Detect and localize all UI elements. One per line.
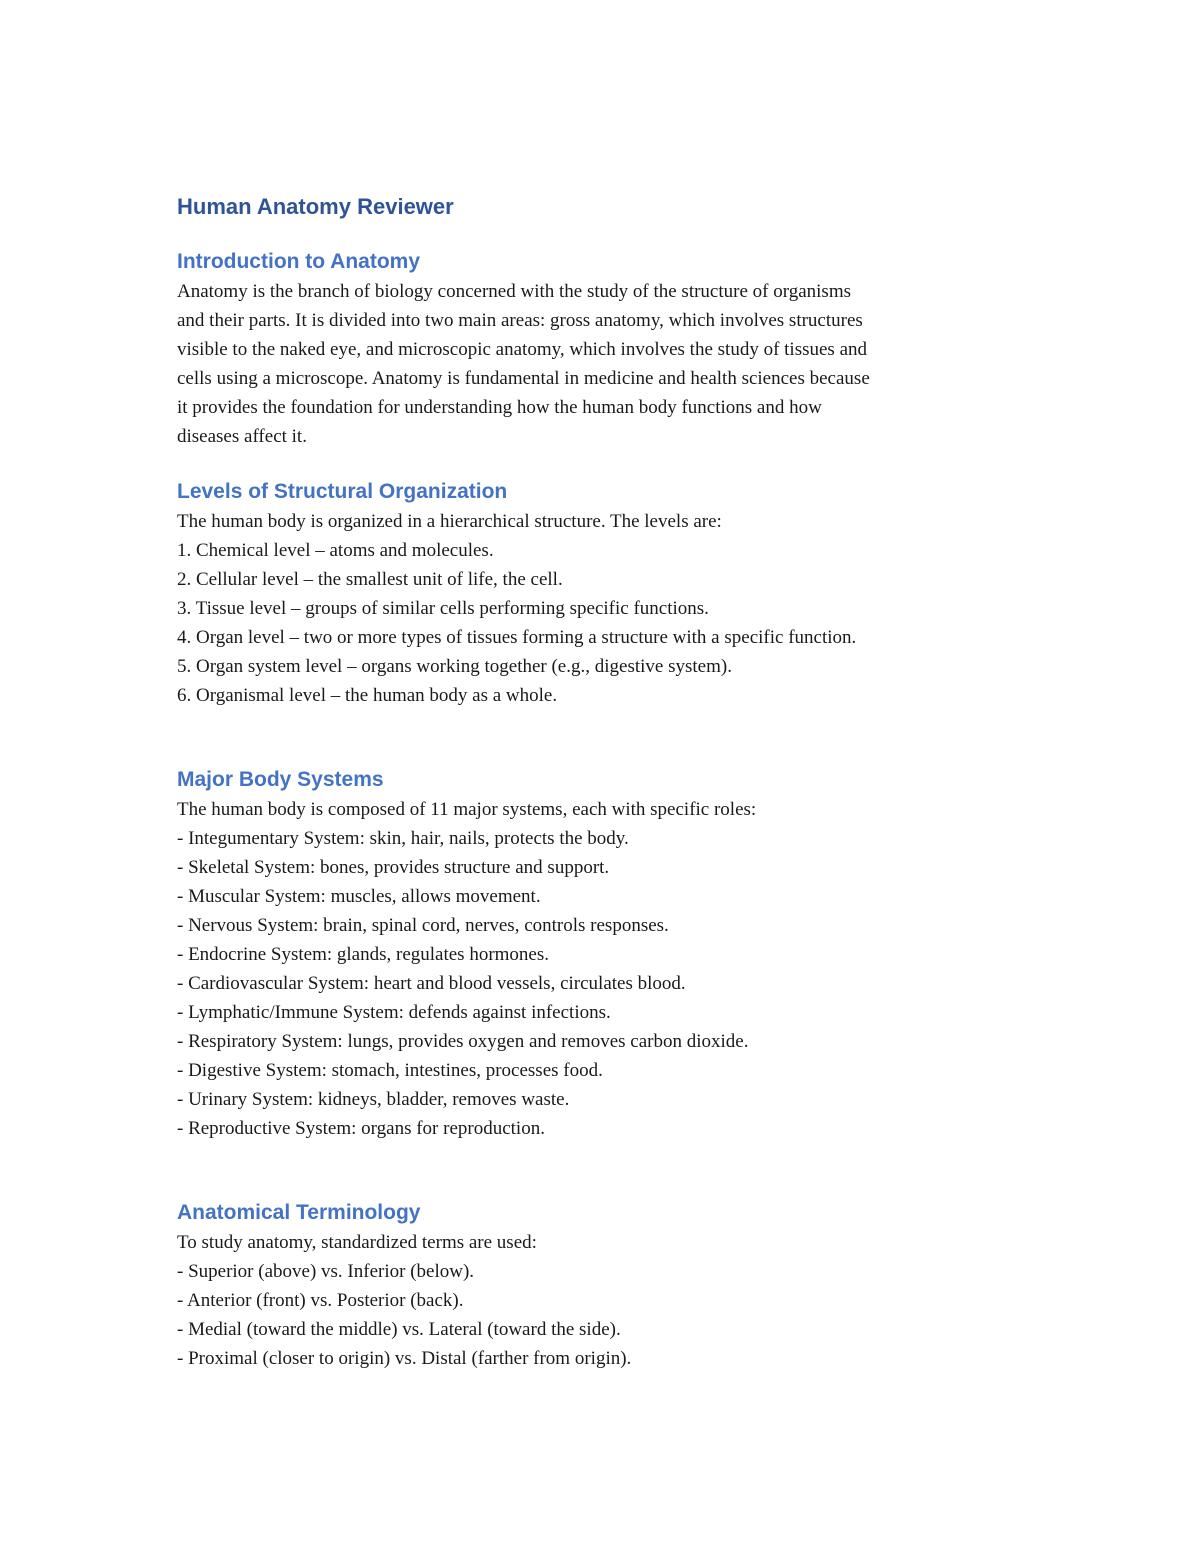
list-item: - Cardiovascular System: heart and blood vessels, circulates blood. bbox=[177, 973, 686, 994]
section-heading-introduction: Introduction to Anatomy bbox=[177, 250, 421, 273]
list-item: - Proximal (closer to origin) vs. Distal (farther from origin). bbox=[177, 1348, 632, 1369]
section-terminology-body bbox=[177, 1228, 1027, 1373]
list-intro: The human body is composed of 11 major systems, each with specific roles: bbox=[177, 799, 757, 820]
section-levels-body bbox=[177, 507, 1027, 710]
list-item: - Reproductive System: organs for reproduction. bbox=[177, 1118, 545, 1139]
list-item: 6. Organismal level – the human body as a whole. bbox=[177, 685, 558, 706]
list-item: 5. Organ system level – organs working together (e.g., digestive system). bbox=[177, 656, 732, 677]
list-item: - Nervous System: brain, spinal cord, nerves, controls responses. bbox=[177, 915, 669, 936]
document-body bbox=[177, 191, 1027, 1373]
list-item: - Lymphatic/Immune System: defends against infections. bbox=[177, 1002, 611, 1023]
paragraph-line: diseases affect it. bbox=[177, 426, 307, 447]
paragraph-line: and their parts. It is divided into two main areas: gross anatomy, which involves structures bbox=[177, 310, 863, 331]
section-introduction-body bbox=[177, 277, 1027, 451]
list-item: - Urinary System: kidneys, bladder, removes waste. bbox=[177, 1089, 570, 1110]
section-body-systems-body bbox=[177, 795, 1027, 1143]
list-item: 1. Chemical level – atoms and molecules. bbox=[177, 540, 494, 561]
spacer bbox=[177, 1143, 1027, 1198]
paragraph-line: it provides the foundation for understanding how the human body functions and how bbox=[177, 397, 822, 418]
list-item: 3. Tissue level – groups of similar cells performing specific functions. bbox=[177, 598, 709, 619]
document-title: Human Anatomy Reviewer bbox=[177, 194, 454, 219]
paragraph-line: visible to the naked eye, and microscopic anatomy, which involves the study of tissues and bbox=[177, 339, 868, 360]
section-heading-body-systems: Major Body Systems bbox=[177, 768, 384, 791]
list-item: - Muscular System: muscles, allows movement. bbox=[177, 886, 541, 907]
list-item: - Digestive System: stomach, intestines, processes food. bbox=[177, 1060, 603, 1081]
spacer bbox=[177, 223, 1027, 247]
list-item: - Skeletal System: bones, provides structure and support. bbox=[177, 857, 610, 878]
spacer bbox=[177, 710, 1027, 765]
list-intro: The human body is organized in a hierarchical structure. The levels are: bbox=[177, 511, 722, 532]
list-item: - Integumentary System: skin, hair, nails, protects the body. bbox=[177, 828, 629, 849]
list-item: 2. Cellular level – the smallest unit of life, the cell. bbox=[177, 569, 563, 590]
list-item: 4. Organ level – two or more types of tissues forming a structure with a specific function. bbox=[177, 627, 857, 648]
list-item: - Anterior (front) vs. Posterior (back). bbox=[177, 1290, 464, 1311]
list-intro: To study anatomy, standardized terms are used: bbox=[177, 1232, 537, 1253]
list-item: - Superior (above) vs. Inferior (below). bbox=[177, 1261, 475, 1282]
list-item: - Medial (toward the middle) vs. Lateral (toward the side). bbox=[177, 1319, 621, 1340]
paragraph-line: cells using a microscope. Anatomy is fundamental in medicine and health sciences because bbox=[177, 368, 870, 389]
section-heading-levels: Levels of Structural Organization bbox=[177, 480, 508, 503]
spacer bbox=[177, 451, 1027, 477]
list-item: - Respiratory System: lungs, provides oxygen and removes carbon dioxide. bbox=[177, 1031, 749, 1052]
section-heading-terminology: Anatomical Terminology bbox=[177, 1201, 421, 1224]
paragraph-line: Anatomy is the branch of biology concerned with the study of the structure of organisms bbox=[177, 281, 851, 302]
list-item: - Endocrine System: glands, regulates hormones. bbox=[177, 944, 550, 965]
